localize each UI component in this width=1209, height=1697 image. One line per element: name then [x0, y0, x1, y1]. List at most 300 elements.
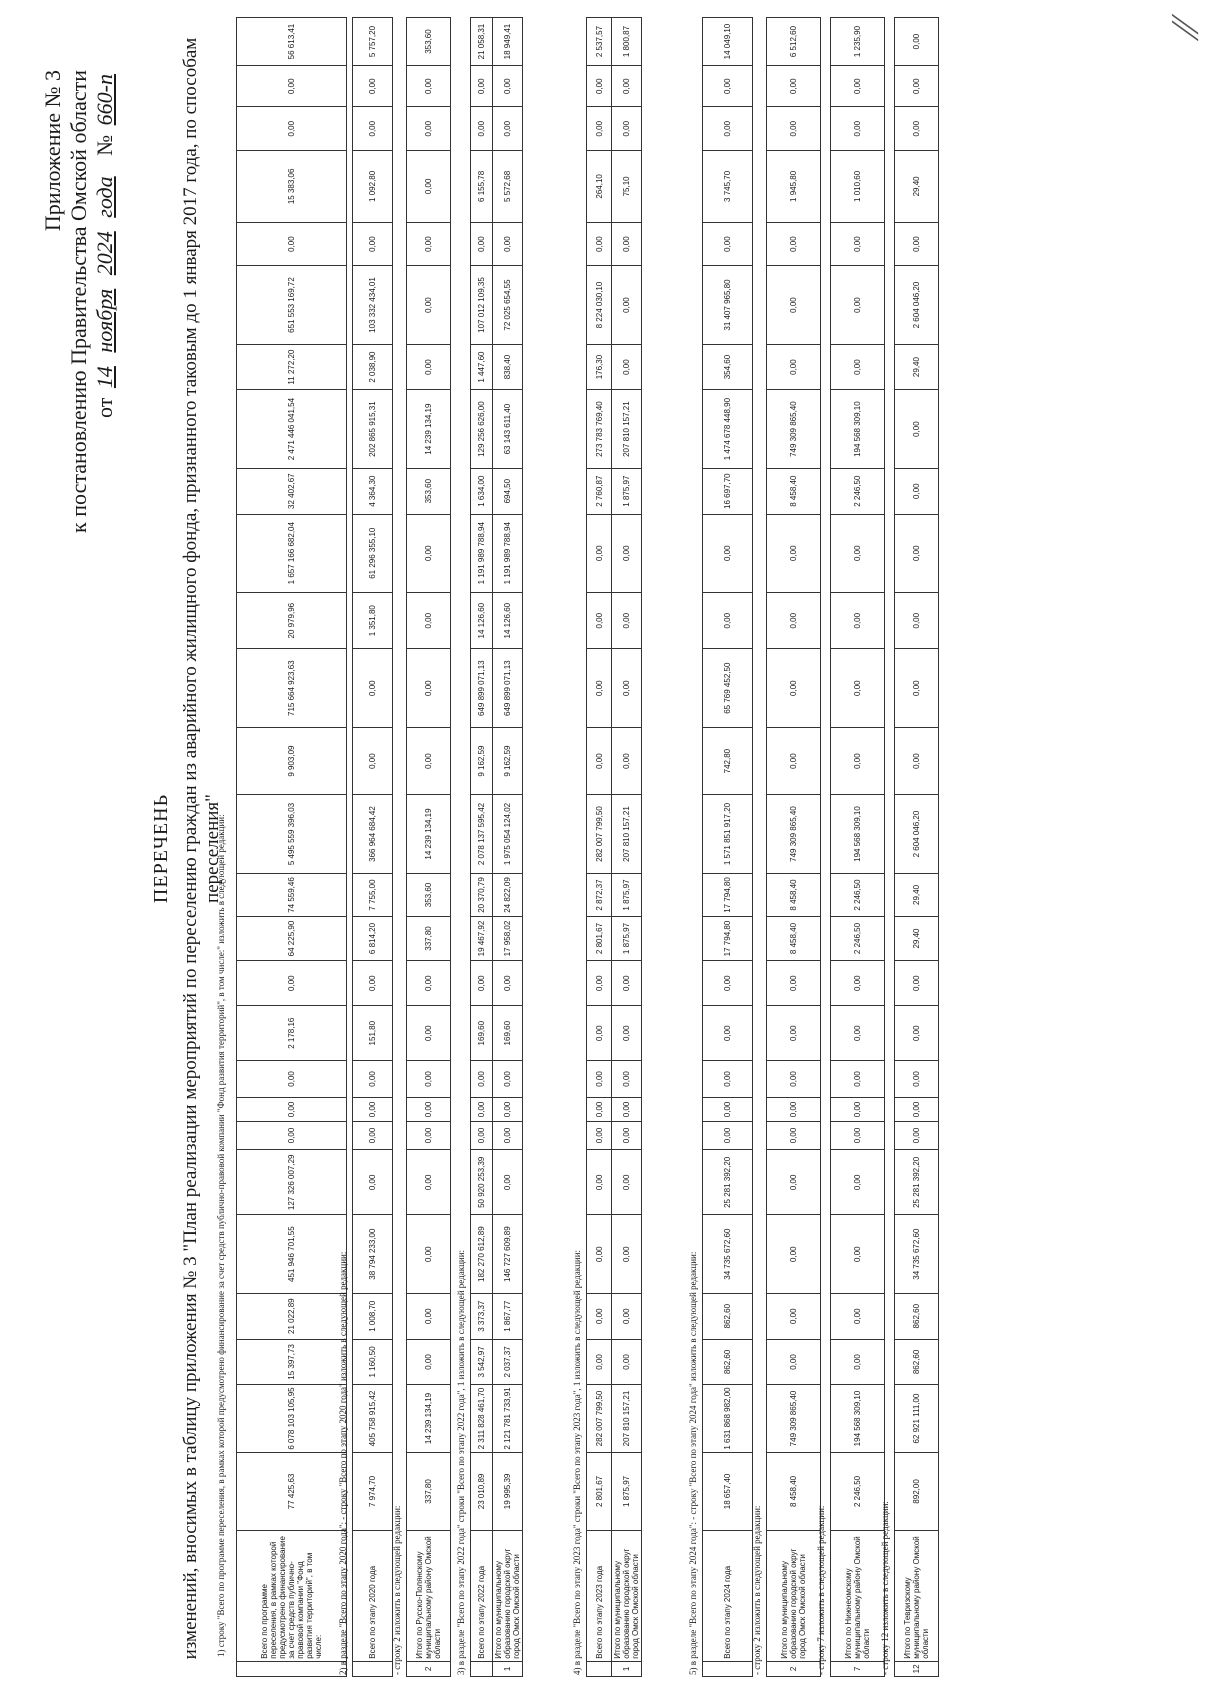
table-row — [831, 18, 885, 1677]
row-value: 0,00 — [831, 66, 885, 107]
row-value: 0,00 — [612, 960, 642, 1006]
section-note: - строку 2 изложить в следующей редакции: — [752, 1505, 762, 1675]
row-value: 0,00 — [612, 1215, 642, 1293]
row-value: 0,00 — [895, 649, 939, 727]
decree-reference: к постановлению Правительства Омской области — [66, 70, 91, 533]
row-value: 0,00 — [353, 66, 393, 107]
row-value: 0,00 — [612, 1097, 642, 1121]
row-value: 0,00 — [612, 344, 642, 390]
row-value: 8 458,40 — [767, 917, 821, 961]
table-row — [612, 18, 642, 1677]
row-value: 6 512,60 — [767, 18, 821, 66]
row-value: 0,00 — [767, 514, 821, 592]
row-value: 742,80 — [703, 727, 753, 794]
row-value: 0,00 — [612, 1339, 642, 1385]
row-value: 0,00 — [407, 66, 451, 107]
row-value: 3 745,70 — [703, 150, 753, 222]
row-value: 0,00 — [895, 1006, 939, 1060]
row-value: 2 760,87 — [587, 468, 612, 514]
row-value: 207 810 157,21 — [612, 795, 642, 873]
row-value: 0,00 — [831, 1097, 885, 1121]
row-value: 0,00 — [407, 592, 451, 649]
row-value: 7 755,00 — [353, 873, 393, 917]
row-value: 0,00 — [587, 107, 612, 151]
row-value: 0,00 — [407, 1060, 451, 1097]
row-value: 651 553 169,72 — [237, 266, 347, 344]
row-value: 0,00 — [587, 1097, 612, 1121]
row-value: 337,80 — [407, 1452, 451, 1530]
row-value: 0,00 — [407, 1006, 451, 1060]
section-note: 2) в разделе "Всего по этапу 2020 года": - строку "Всего по этапу 2020 года" изложить в следующей редакции: — [338, 1251, 348, 1675]
row-value: 0,00 — [407, 266, 451, 344]
row-value: 353,60 — [407, 468, 451, 514]
row-value: 2 178,16 — [237, 1006, 347, 1060]
table-row — [353, 18, 393, 1677]
section-table — [236, 17, 347, 1677]
row-value: 0,00 — [587, 727, 612, 794]
row-value: 8 458,40 — [767, 873, 821, 917]
row-value: 0,00 — [767, 649, 821, 727]
row-value: 17 958,02 — [493, 917, 523, 961]
row-value: 0,00 — [493, 107, 523, 151]
row-value: 0,00 — [895, 514, 939, 592]
row-value: 1 010,60 — [831, 150, 885, 222]
row-value: 1 945,80 — [767, 150, 821, 222]
row-value: 11 272,20 — [237, 344, 347, 390]
row-value: 194 568 309,10 — [831, 390, 885, 468]
row-value: 2 604 046,20 — [895, 795, 939, 873]
row-value: 715 664 923,63 — [237, 649, 347, 727]
row-number: 2 — [767, 1661, 821, 1676]
row-value: 169,60 — [471, 1006, 493, 1060]
row-label: Всего по этапу 2022 года — [471, 1531, 493, 1662]
row-value: 38 794 233,00 — [353, 1215, 393, 1293]
row-value: 2 121 781 733,91 — [493, 1385, 523, 1452]
row-value: 0,00 — [493, 66, 523, 107]
row-value: 14 239 134,19 — [407, 795, 451, 873]
row-value: 0,00 — [407, 150, 451, 222]
row-value: 0,00 — [407, 727, 451, 794]
row-value: 9 903,09 — [237, 727, 347, 794]
row-value: 0,00 — [612, 1006, 642, 1060]
row-value: 0,00 — [353, 1060, 393, 1097]
row-value: 61 296 355,10 — [353, 514, 393, 592]
row-value: 282 007 799,50 — [587, 1385, 612, 1452]
row-value: 0,00 — [895, 727, 939, 794]
row-value: 1 875,97 — [612, 873, 642, 917]
row-value: 0,00 — [407, 222, 451, 266]
row-value: 264,10 — [587, 150, 612, 222]
row-value: 2 801,67 — [587, 1452, 612, 1530]
row-value: 1 875,97 — [612, 917, 642, 961]
row-value: 649 899 071,13 — [493, 649, 523, 727]
row-value: 0,00 — [407, 1293, 451, 1339]
row-value: 0,00 — [831, 960, 885, 1006]
row-label: Итого по Нижнеомскому муниципальному району Омской области — [831, 1531, 885, 1662]
row-value: 649 899 071,13 — [471, 649, 493, 727]
row-value: 0,00 — [767, 1293, 821, 1339]
row-label: Всего по этапу 2020 года — [353, 1531, 393, 1662]
row-value: 0,00 — [353, 960, 393, 1006]
row-value: 20 979,96 — [237, 592, 347, 649]
row-value: 0,00 — [612, 1060, 642, 1097]
row-value: 21 058,31 — [471, 18, 493, 66]
row-value: 2 537,57 — [587, 18, 612, 66]
section-table — [470, 17, 523, 1677]
row-value: 1 474 678 448,90 — [703, 390, 753, 468]
row-value: 0,00 — [831, 222, 885, 266]
row-value: 0,00 — [767, 1006, 821, 1060]
table-row — [703, 18, 753, 1677]
row-value: 24 822,09 — [493, 873, 523, 917]
row-value: 0,00 — [895, 18, 939, 66]
row-value: 862,60 — [895, 1339, 939, 1385]
row-value: 0,00 — [767, 266, 821, 344]
row-value: 0,00 — [612, 266, 642, 344]
row-value: 1 351,80 — [353, 592, 393, 649]
row-value: 1 571 851 917,20 — [703, 795, 753, 873]
row-value: 1 867,77 — [493, 1293, 523, 1339]
row-value: 1 092,80 — [353, 150, 393, 222]
section-note: 4) в разделе "Всего по этапу 2023 года" строки "Всего по этапу 2023 года", 1 изложить в следующей редакции: — [572, 1249, 582, 1675]
row-number: 2 — [407, 1661, 451, 1676]
section-note: - строку 7 изложить в следующей редакции: — [816, 1505, 826, 1675]
row-value: 2 246,50 — [831, 468, 885, 514]
row-value: 8 458,40 — [767, 1452, 821, 1530]
row-value: 0,00 — [767, 1339, 821, 1385]
row-value: 1 008,70 — [353, 1293, 393, 1339]
row-number — [471, 1661, 493, 1676]
row-value: 9 162,59 — [493, 727, 523, 794]
section-table — [766, 17, 821, 1677]
row-value: 0,00 — [767, 222, 821, 266]
row-value: 1 191 989 788,94 — [493, 514, 523, 592]
row-value: 29,40 — [895, 150, 939, 222]
row-value: 0,00 — [767, 66, 821, 107]
row-value: 0,00 — [895, 66, 939, 107]
row-value: 5 572,68 — [493, 150, 523, 222]
row-value: 2 246,50 — [831, 917, 885, 961]
row-value: 6 814,20 — [353, 917, 393, 961]
row-value: 34 735 672,60 — [703, 1215, 753, 1293]
row-value: 892,00 — [895, 1452, 939, 1530]
row-value: 366 964 684,42 — [353, 795, 393, 873]
table-row — [587, 18, 612, 1677]
row-value: 0,00 — [612, 1121, 642, 1149]
section-note: - строку 2 изложить в следующей редакции: — [392, 1505, 402, 1675]
section-table — [586, 17, 642, 1677]
table-row — [471, 18, 493, 1677]
row-value: 0,00 — [587, 592, 612, 649]
row-value: 0,00 — [767, 1121, 821, 1149]
intro-paragraph: 1) строку "Всего по программе переселения, в рамках которой предусмотрено финансирование за счет средств публично-правовой компании "Фонд развития территорий", в том числе:" изложить в следующей редакции: — [216, 814, 226, 1657]
document-title: ПЕРЕЧЕНЬ — [150, 793, 172, 904]
row-label: Итого по Тевризскому муниципальному району Омской области — [895, 1531, 939, 1662]
row-value: 0,00 — [895, 1060, 939, 1097]
row-value: 0,00 — [493, 1121, 523, 1149]
row-value: 9 162,59 — [471, 727, 493, 794]
row-value: 0,00 — [767, 1215, 821, 1293]
row-value: 14 239 134,19 — [407, 390, 451, 468]
row-value: 273 783 769,40 — [587, 390, 612, 468]
row-value: 2 801,67 — [587, 917, 612, 961]
row-value: 151,80 — [353, 1006, 393, 1060]
row-value: 4 364,30 — [353, 468, 393, 514]
row-value: 0,00 — [237, 1060, 347, 1097]
row-value: 862,60 — [703, 1293, 753, 1339]
row-value: 5 495 559 396,03 — [237, 795, 347, 873]
row-value: 0,00 — [471, 1121, 493, 1149]
row-value: 1 191 989 788,94 — [471, 514, 493, 592]
row-value: 29,40 — [895, 917, 939, 961]
row-value: 8 224 030,10 — [587, 266, 612, 344]
row-value: 354,60 — [703, 344, 753, 390]
row-value: 20 370,79 — [471, 873, 493, 917]
row-number: 1 — [612, 1661, 642, 1676]
row-value: 0,00 — [703, 1097, 753, 1121]
row-value: 0,00 — [767, 960, 821, 1006]
row-value: 0,00 — [471, 107, 493, 151]
row-value: 3 542,97 — [471, 1339, 493, 1385]
row-value: 0,00 — [767, 1097, 821, 1121]
row-value: 15 383,06 — [237, 150, 347, 222]
row-number: 12 — [895, 1661, 939, 1676]
section-note: 5) в разделе "Всего по этапу 2024 года": - строку "Всего по этапу 2024 года" изложить в следующей редакции: — [688, 1251, 698, 1675]
row-value: 1 447,60 — [471, 344, 493, 390]
row-value: 129 256 626,00 — [471, 390, 493, 468]
row-value: 14 126,60 — [493, 592, 523, 649]
row-value: 14 049,10 — [703, 18, 753, 66]
table-row — [493, 18, 523, 1677]
row-value: 0,00 — [831, 1060, 885, 1097]
row-label: Итого по Русско-Полянскому муниципальному району Омской области — [407, 1531, 451, 1662]
row-value: 0,00 — [895, 1121, 939, 1149]
row-number: 1 — [493, 1661, 523, 1676]
row-value: 749 309 865,40 — [767, 390, 821, 468]
row-value: 2 246,50 — [831, 873, 885, 917]
row-value: 32 402,67 — [237, 468, 347, 514]
row-number — [703, 1661, 753, 1676]
row-value: 0,00 — [612, 222, 642, 266]
row-value: 0,00 — [895, 390, 939, 468]
row-value: 0,00 — [353, 649, 393, 727]
row-value: 0,00 — [587, 1121, 612, 1149]
row-value: 0,00 — [831, 727, 885, 794]
row-value: 0,00 — [237, 1121, 347, 1149]
row-value: 23 010,89 — [471, 1452, 493, 1530]
row-value: 0,00 — [767, 1060, 821, 1097]
row-value: 0,00 — [831, 107, 885, 151]
row-value: 0,00 — [353, 1150, 393, 1215]
row-value: 17 794,80 — [703, 917, 753, 961]
section-table — [702, 17, 753, 1677]
row-value: 0,00 — [895, 222, 939, 266]
row-value: 0,00 — [895, 107, 939, 151]
row-value: 0,00 — [237, 222, 347, 266]
row-value: 838,40 — [493, 344, 523, 390]
section-note: - строку 12 изложить в следующей редакции: — [880, 1501, 890, 1675]
row-value: 694,50 — [493, 468, 523, 514]
row-value: 0,00 — [407, 1339, 451, 1385]
row-value: 2 078 137 595,42 — [471, 795, 493, 873]
row-value: 0,00 — [612, 514, 642, 592]
row-value: 29,40 — [895, 344, 939, 390]
row-value: 0,00 — [587, 514, 612, 592]
row-value: 0,00 — [237, 960, 347, 1006]
row-value: 194 568 309,10 — [831, 795, 885, 873]
row-value: 0,00 — [767, 592, 821, 649]
row-value: 182 270 612,89 — [471, 1215, 493, 1293]
row-value: 0,00 — [703, 960, 753, 1006]
row-value: 0,00 — [407, 514, 451, 592]
appendix-header — [40, 70, 118, 533]
row-value: 1 800,87 — [612, 18, 642, 66]
row-value: 0,00 — [587, 1006, 612, 1060]
row-value: 0,00 — [612, 649, 642, 727]
row-value: 451 946 701,55 — [237, 1215, 347, 1293]
row-value: 0,00 — [471, 222, 493, 266]
row-value: 19 467,92 — [471, 917, 493, 961]
row-label: Итого по муниципальному образованию городской округ город Омск Омской области — [612, 1531, 642, 1662]
row-value: 0,00 — [407, 1215, 451, 1293]
row-value: 0,00 — [407, 649, 451, 727]
row-value: 0,00 — [471, 66, 493, 107]
row-value: 207 810 157,21 — [612, 1385, 642, 1452]
row-value: 0,00 — [493, 222, 523, 266]
row-value: 74 559,46 — [237, 873, 347, 917]
row-value: 6 078 103 105,95 — [237, 1385, 347, 1452]
row-value: 14 126,60 — [471, 592, 493, 649]
row-label: Всего по этапу 2023 года — [587, 1531, 612, 1662]
row-value: 0,00 — [703, 1060, 753, 1097]
table-row — [895, 18, 939, 1677]
row-number — [353, 1661, 393, 1676]
row-value: 0,00 — [471, 1060, 493, 1097]
row-value: 0,00 — [831, 649, 885, 727]
row-value: 194 568 309,10 — [831, 1385, 885, 1452]
section-table — [894, 17, 939, 1677]
row-value: 749 309 865,40 — [767, 1385, 821, 1452]
row-value: 0,00 — [587, 1150, 612, 1215]
row-value: 405 758 915,42 — [353, 1385, 393, 1452]
row-value: 8 458,40 — [767, 468, 821, 514]
row-value: 1 975 054 124,02 — [493, 795, 523, 873]
row-value: 103 332 434,01 — [353, 266, 393, 344]
row-value: 0,00 — [612, 727, 642, 794]
appendix-number: Приложение № 3 — [40, 70, 65, 232]
section-table — [352, 17, 393, 1677]
row-value: 5 757,20 — [353, 18, 393, 66]
row-value: 0,00 — [407, 1121, 451, 1149]
table-row — [237, 18, 347, 1677]
row-value: 0,00 — [612, 1293, 642, 1339]
row-value: 0,00 — [587, 960, 612, 1006]
row-value: 1 634,00 — [471, 468, 493, 514]
row-value: 0,00 — [612, 592, 642, 649]
row-value: 0,00 — [353, 107, 393, 151]
row-value: 862,60 — [703, 1339, 753, 1385]
row-value: 1 875,97 — [612, 1452, 642, 1530]
row-value: 0,00 — [895, 960, 939, 1006]
section-note: 3) в разделе "Всего по этапу 2022 года" строки "Всего по этапу 2022 года", 1 изложить в следующей редакции: — [456, 1249, 466, 1675]
signature-mark: ∕∕ — [1162, 20, 1208, 35]
row-number — [237, 1661, 347, 1676]
row-value: 1 875,97 — [612, 468, 642, 514]
row-value: 0,00 — [612, 66, 642, 107]
row-value: 0,00 — [471, 1097, 493, 1121]
row-number — [587, 1661, 612, 1676]
row-value: 282 007 799,50 — [587, 795, 612, 873]
row-value: 0,00 — [703, 514, 753, 592]
row-value: 62 921 111,00 — [895, 1385, 939, 1452]
row-value: 0,00 — [703, 592, 753, 649]
row-value: 202 865 915,31 — [353, 390, 393, 468]
row-value: 0,00 — [493, 1060, 523, 1097]
row-value: 0,00 — [587, 222, 612, 266]
row-value: 21 022,89 — [237, 1293, 347, 1339]
row-value: 31 407 965,80 — [703, 266, 753, 344]
row-value: 0,00 — [493, 1150, 523, 1215]
row-value: 0,00 — [407, 107, 451, 151]
row-value: 353,60 — [407, 873, 451, 917]
row-value: 0,00 — [703, 222, 753, 266]
row-value: 72 025 654,55 — [493, 266, 523, 344]
row-value: 0,00 — [831, 592, 885, 649]
row-value: 29,40 — [895, 873, 939, 917]
row-label: Всего по этапу 2024 года — [703, 1531, 753, 1662]
row-label: Всего по программе переселения, в рамках которой предусмотрено финансирование за счет средств публично-правовой компании "Фонд развития территорий", в том числе: — [237, 1531, 347, 1662]
row-value: 18 657,40 — [703, 1452, 753, 1530]
row-value: 2 311 828 461,70 — [471, 1385, 493, 1452]
row-value: 749 309 865,40 — [767, 795, 821, 873]
row-value: 19 995,39 — [493, 1452, 523, 1530]
row-value: 0,00 — [612, 107, 642, 151]
row-value: 0,00 — [831, 1150, 885, 1215]
row-value: 107 012 109,35 — [471, 266, 493, 344]
row-value: 0,00 — [831, 1339, 885, 1385]
row-value: 15 397,73 — [237, 1339, 347, 1385]
row-value: 3 373,37 — [471, 1293, 493, 1339]
row-value: 0,00 — [587, 1293, 612, 1339]
row-value: 50 920 253,39 — [471, 1150, 493, 1215]
row-value: 0,00 — [587, 1339, 612, 1385]
row-value: 0,00 — [587, 1060, 612, 1097]
row-value: 0,00 — [831, 514, 885, 592]
row-value: 0,00 — [895, 468, 939, 514]
row-label: Итого по муниципальному образованию городской округ город Омск Омской области — [767, 1531, 821, 1662]
row-value: 2 471 446 041,54 — [237, 390, 347, 468]
row-value: 862,60 — [895, 1293, 939, 1339]
row-value: 0,00 — [353, 1121, 393, 1149]
row-value: 2 872,37 — [587, 873, 612, 917]
row-value: 0,00 — [895, 1097, 939, 1121]
row-value: 6 155,78 — [471, 150, 493, 222]
row-value: 0,00 — [767, 727, 821, 794]
row-value: 0,00 — [703, 1121, 753, 1149]
row-value: 0,00 — [587, 66, 612, 107]
row-value: 0,00 — [353, 1097, 393, 1121]
row-value: 16 697,70 — [703, 468, 753, 514]
row-value: 0,00 — [767, 107, 821, 151]
row-value: 0,00 — [767, 344, 821, 390]
row-value: 0,00 — [587, 649, 612, 727]
row-value: 0,00 — [703, 107, 753, 151]
row-value: 0,00 — [237, 107, 347, 151]
row-value: 0,00 — [831, 266, 885, 344]
section-table — [830, 17, 885, 1677]
row-value: 0,00 — [471, 960, 493, 1006]
row-value: 0,00 — [831, 1293, 885, 1339]
